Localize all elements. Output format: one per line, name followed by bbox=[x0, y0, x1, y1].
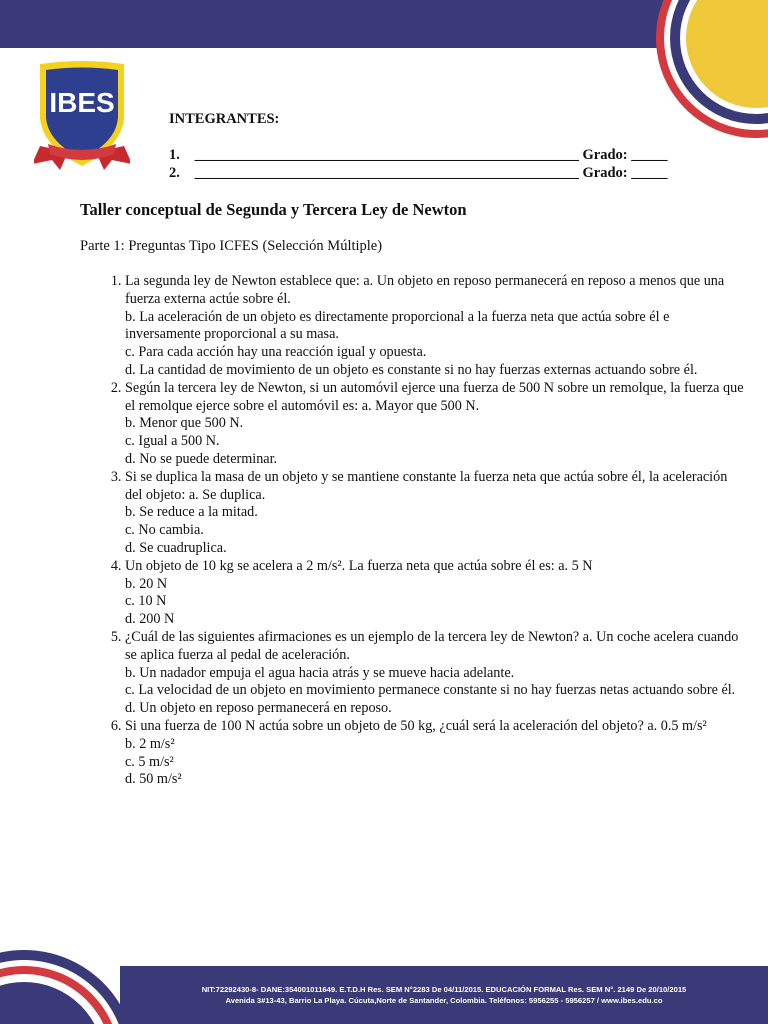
option-d: d. 50 m/s² bbox=[125, 771, 182, 788]
option-b: b. Menor que 500 N. bbox=[125, 415, 244, 432]
question-text: ¿Cuál de las siguientes afirmaciones es un ejemplo de la tercera ley de Newton? a. Un coche acelera cuando se aplica fuerza al pedal de aceleración. bbox=[125, 628, 739, 663]
member-name-line[interactable]: _____________________________________________________ bbox=[194, 165, 579, 181]
option-c: c. No cambia. bbox=[125, 522, 204, 539]
option-b: b. La aceleración de un objeto es directamente proporcional a la fuerza neta que actúa sobre él e inversamente proporcional a su masa. bbox=[125, 308, 670, 343]
question-text: Si una fuerza de 100 N actúa sobre un objeto de 50 kg, ¿cuál será la aceleración del objeto? a. 0.5 m/s² bbox=[125, 717, 707, 734]
question-3 bbox=[125, 469, 745, 558]
option-c: c. 10 N bbox=[125, 593, 167, 610]
option-d: d. 200 N bbox=[125, 611, 175, 628]
grado-line[interactable]: _____ bbox=[631, 165, 668, 181]
grado-line[interactable]: _____ bbox=[631, 147, 668, 163]
question-1 bbox=[125, 273, 745, 380]
question-text: Según la tercera ley de Newton, si un automóvil ejerce una fuerza de 500 N sobre un remolque, la fuerza que el remolque ejerce sobre el automóvil es: a. Mayor que 500 N. bbox=[125, 379, 744, 414]
question-6 bbox=[125, 718, 745, 789]
option-b: b. Un nadador empuja el agua hacia atrás y se mueve hacia adelante. bbox=[125, 664, 515, 681]
option-b: b. 20 N bbox=[125, 575, 168, 592]
member-row-2 bbox=[169, 165, 667, 182]
grado-label: Grado: bbox=[582, 147, 628, 163]
footer-line-2: Avenida 3#13-43, Barrio La Playa. Cúcuta,Norte de Santander, Colombia. Teléfonos: 5956255 - 5956257 / www.ibes.edu.co bbox=[225, 996, 663, 1005]
integrantes-label: INTEGRANTES: bbox=[169, 111, 280, 127]
option-c: c. Para cada acción hay una reacción igual y opuesta. bbox=[125, 344, 427, 361]
document-title: Taller conceptual de Segunda y Tercera Ley de Newton bbox=[80, 200, 467, 219]
option-d: d. Se cuadruplica. bbox=[125, 539, 227, 556]
question-list bbox=[80, 273, 745, 789]
corner-circles-bottom-left bbox=[0, 924, 140, 1024]
question-2 bbox=[125, 380, 745, 469]
option-d: d. La cantidad de movimiento de un objeto es constante si no hay fuerzas externas actuando sobre él. bbox=[125, 361, 698, 378]
question-text: La segunda ley de Newton establece que: a. Un objeto en reposo permanecerá en reposo a menos que una fuerza externa actúe sobre él. bbox=[125, 273, 725, 307]
question-text: Si se duplica la masa de un objeto y se mantiene constante la fuerza neta que actúa sobre él, la aceleración del objeto: a. Se duplica. bbox=[125, 468, 728, 503]
option-c: c. Igual a 500 N. bbox=[125, 433, 220, 450]
logo-text: IBES bbox=[49, 87, 115, 118]
question-5 bbox=[125, 629, 745, 718]
option-d: d. Un objeto en reposo permanecerá en reposo. bbox=[125, 700, 392, 717]
footer-line-1: NIT:72292430-8- DANE:354001011649. E.T.D.H Res. SEM N°2283 De 04/11/2015. EDUCACIÓN FORMAL Res. SEM N°. 2149 De 20/10/2015 bbox=[201, 985, 687, 994]
ibes-shield-logo bbox=[34, 60, 130, 172]
footer-band bbox=[120, 966, 768, 1024]
member-row-1 bbox=[169, 147, 667, 164]
member-number: 1. bbox=[169, 147, 180, 163]
option-b: b. Se reduce a la mitad. bbox=[125, 504, 258, 521]
corner-circles-top-right bbox=[638, 0, 768, 140]
question-4 bbox=[125, 558, 745, 629]
part-heading: Parte 1: Preguntas Tipo ICFES (Selección Múltiple) bbox=[80, 238, 383, 254]
option-d: d. No se puede determinar. bbox=[125, 450, 278, 467]
member-number: 2. bbox=[169, 165, 180, 181]
member-name-line[interactable]: _____________________________________________________ bbox=[194, 147, 579, 163]
option-c: c. La velocidad de un objeto en movimiento permanece constante si no hay fuerzas netas actuando sobre él. bbox=[125, 682, 736, 699]
grado-label: Grado: bbox=[582, 165, 628, 181]
option-b: b. 2 m/s² bbox=[125, 735, 175, 752]
question-text: Un objeto de 10 kg se acelera a 2 m/s². La fuerza neta que actúa sobre él es: a. 5 N bbox=[125, 557, 593, 574]
option-c: c. 5 m/s² bbox=[125, 753, 174, 770]
